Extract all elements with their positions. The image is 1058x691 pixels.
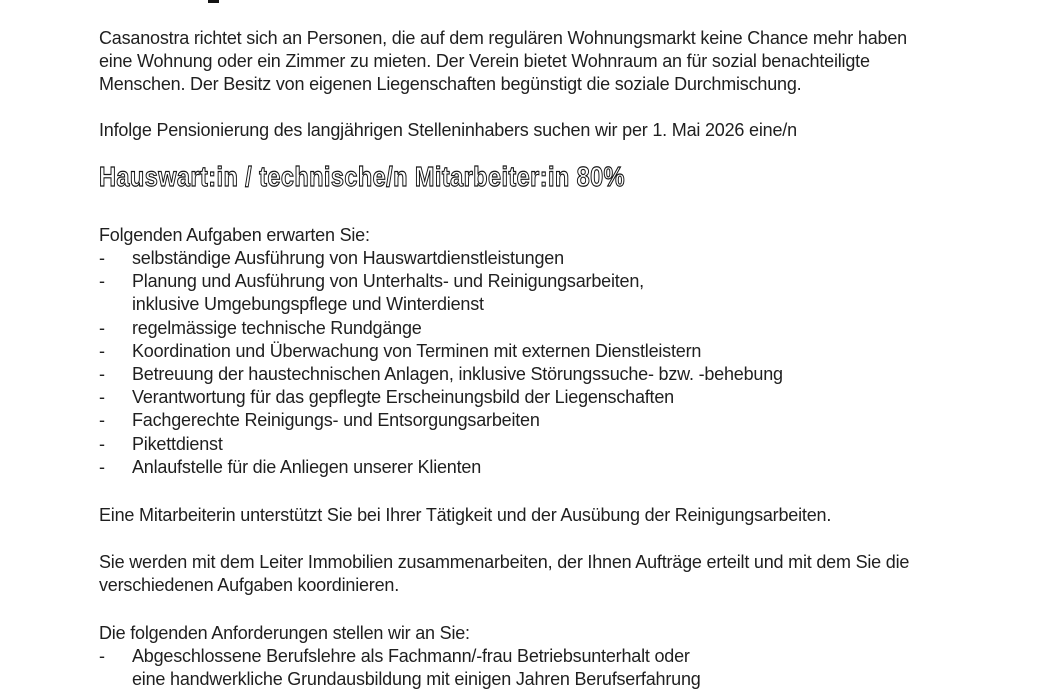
task-item bbox=[99, 270, 1039, 293]
task-item bbox=[99, 386, 1039, 409]
bullet-dash: - bbox=[99, 410, 105, 431]
task-item bbox=[99, 317, 1039, 340]
task-item-continuation bbox=[99, 293, 1039, 316]
tasks-bullet-list bbox=[99, 247, 1039, 479]
requirement-item-continuation bbox=[99, 668, 1039, 691]
requirements-intro-line: Die folgenden Anforderungen stellen wir an Sie: bbox=[99, 623, 470, 643]
task-item bbox=[99, 363, 1039, 386]
bullet-dash: - bbox=[99, 433, 105, 454]
task-text: Anlaufstelle für die Anliegen unserer Klienten bbox=[132, 456, 482, 477]
task-text: Koordination und Überwachung von Terminen mit externen Dienstleistern bbox=[132, 340, 702, 361]
bullet-dash bbox=[99, 668, 132, 691]
bullet-dash: - bbox=[99, 364, 105, 385]
bullet-dash: - bbox=[99, 387, 105, 408]
task-item bbox=[99, 247, 1039, 270]
cropped-character-fragment bbox=[208, 0, 219, 3]
cooperation-paragraph bbox=[99, 551, 1039, 597]
task-text: Fachgerechte Reinigungs- und Entsorgungsarbeiten bbox=[132, 410, 540, 431]
cooperation-line-1: Sie werden mit dem Leiter Immobilien zusammenarbeiten, der Ihnen Aufträge erteilt und mit dem Sie die bbox=[99, 552, 910, 572]
task-item bbox=[99, 340, 1039, 363]
about-paragraph bbox=[99, 27, 1039, 96]
about-line-2: eine Wohnung oder ein Zimmer zu mieten. Der Verein bietet Wohnraum an für sozial benachteiligte bbox=[99, 51, 870, 71]
about-line-3: Menschen. Der Besitz von eigenen Liegenschaften begünstigt die soziale Durchmischung. bbox=[99, 74, 802, 94]
task-text: regelmässige technische Rundgänge bbox=[132, 317, 422, 338]
task-text: Planung und Ausführung von Unterhalts- und Reinigungsarbeiten, bbox=[132, 271, 644, 292]
requirement-text: Abgeschlossene Berufslehre als Fachmann/-frau Betriebsunterhalt oder bbox=[132, 646, 690, 666]
task-item bbox=[99, 456, 1039, 479]
requirement-item bbox=[99, 645, 1039, 668]
bullet-dash: - bbox=[99, 271, 105, 292]
bullet-dash: - bbox=[99, 456, 105, 477]
task-item bbox=[99, 409, 1039, 432]
task-text: Betreuung der haustechnischen Anlagen, inklusive Störungssuche- bzw. -behebung bbox=[132, 364, 783, 385]
task-text: Verantwortung für das gepflegte Erscheinungsbild der Liegenschaften bbox=[132, 387, 674, 408]
bullet-dash: - bbox=[99, 248, 105, 268]
bullet-dash: - bbox=[99, 317, 105, 338]
bullet-dash bbox=[99, 293, 132, 316]
about-line-1: Casanostra richtet sich an Personen, die auf dem regulären Wohnungsmarkt keine Chance mehr haben bbox=[99, 28, 907, 48]
job-title-heading: Hauswart:in / technische/n Mitarbeiter:in 80% bbox=[99, 161, 626, 192]
task-text: inklusive Umgebungspflege und Winterdienst bbox=[132, 294, 484, 315]
task-text: Pikettdienst bbox=[132, 433, 223, 454]
cooperation-line-2: verschiedenen Aufgaben koordinieren. bbox=[99, 575, 400, 595]
bullet-dash: - bbox=[99, 340, 105, 361]
support-paragraph: Eine Mitarbeiterin unterstützt Sie bei Ihrer Tätigkeit und der Ausübung der Reinigungsarbeiten. bbox=[99, 505, 832, 525]
bullet-dash: - bbox=[99, 646, 105, 666]
vacancy-reason-line: Infolge Pensionierung des langjährigen Stelleninhabers suchen wir per 1. Mai 2026 eine/n bbox=[99, 120, 797, 140]
requirement-text: eine handwerkliche Grundausbildung mit einigen Jahren Berufserfahrung bbox=[132, 669, 701, 689]
tasks-intro-line: Folgenden Aufgaben erwarten Sie: bbox=[99, 225, 370, 245]
requirements-bullet-list bbox=[99, 645, 1039, 691]
task-text: selbständige Ausführung von Hauswartdienstleistungen bbox=[132, 248, 564, 268]
task-item bbox=[99, 433, 1039, 456]
